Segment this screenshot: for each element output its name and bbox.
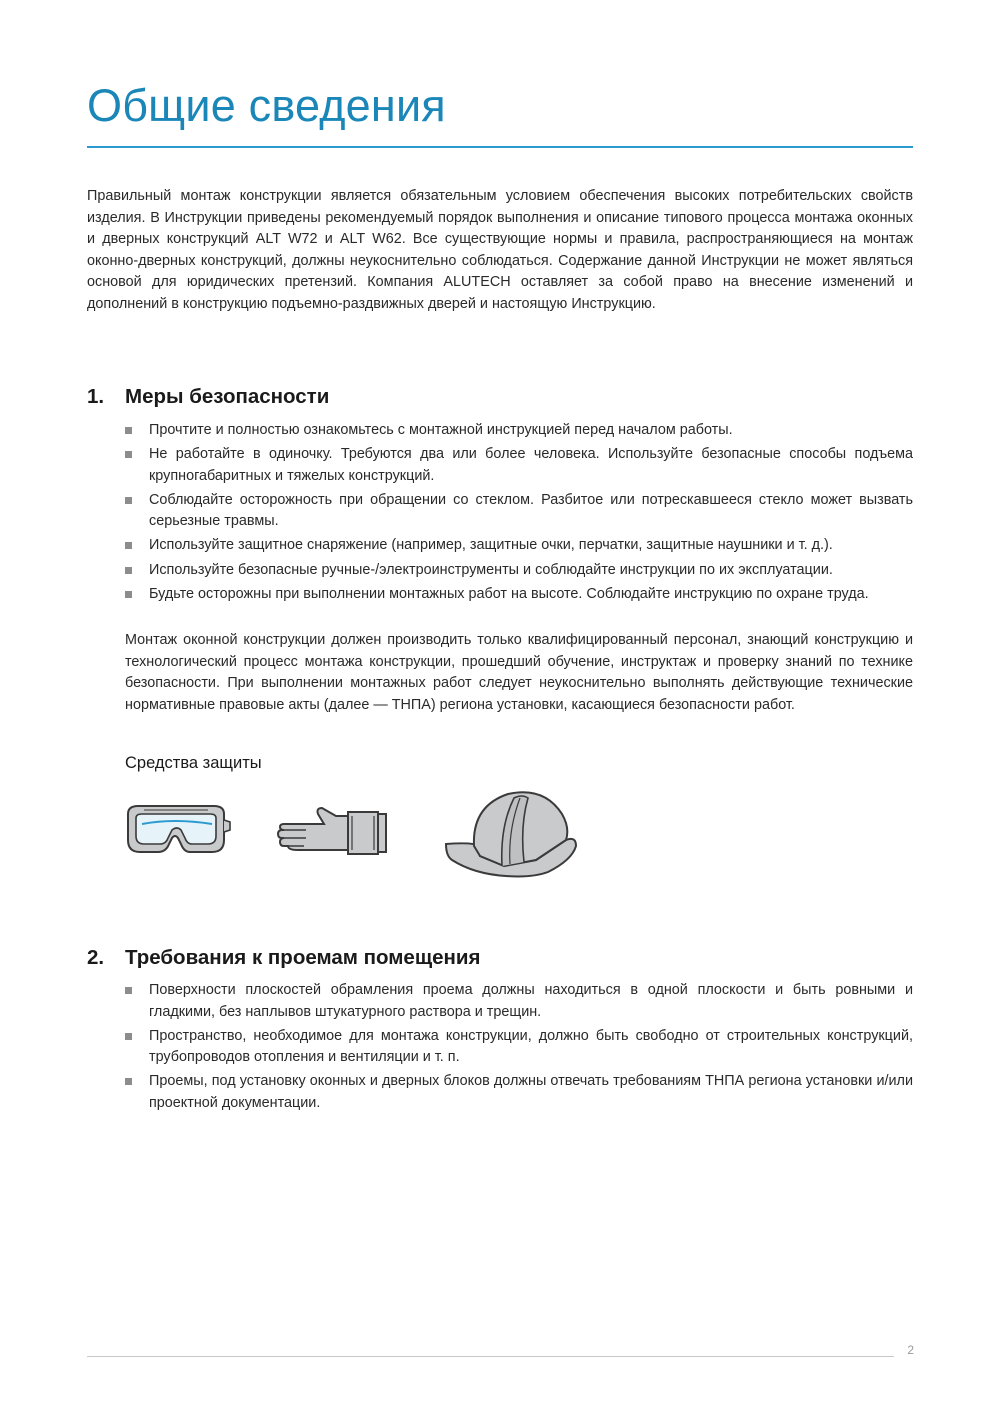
bullet-square-icon [125, 451, 132, 458]
section-2-heading [87, 946, 480, 970]
bullet-square-icon [125, 1033, 132, 1040]
list-item: Используйте защитное снаряжение (например, защитные очки, перчатки, защитные наушники и т. д.). [125, 535, 913, 557]
page-title: Общие сведения [87, 80, 446, 131]
list-item: Соблюдайте осторожность при обращении со стеклом. Разбитое или потрескавшееся стекло может вызвать серьезные травмы. [125, 490, 913, 533]
list-item: Будьте осторожны при выполнении монтажных работ на высоте. Соблюдайте инструкцию по охране труда. [125, 584, 913, 606]
safety-goggles-icon [124, 800, 232, 860]
bullet-square-icon [125, 987, 132, 994]
safety-rules-list [125, 420, 913, 608]
protection-subheading: Средства защиты [125, 754, 262, 772]
bullet-square-icon [125, 427, 132, 434]
section-1-title: Меры безопасности [125, 385, 330, 408]
bullet-square-icon [125, 497, 132, 504]
opening-requirements-list [125, 980, 913, 1117]
list-item: Поверхности плоскостей обрамления проема должны находиться в одной плоскости и быть ровными и гладкими, без наплывов штукатурного раствора и трещин. [125, 980, 913, 1023]
safety-paragraph: Монтаж оконной конструкции должен производить только квалифицированный персонал, знающий конструкцию и технологический процесс монтажа конструкции, прошедший обучение, инструктаж и проверку знаний по технике безопасности. При выполнении монтажных работ следует неукоснительно выполнять действующие технические нормативные правовые акты (далее — ТНПА) региона установки, касающиеся безопасности работ. [125, 632, 913, 713]
bullet-square-icon [125, 542, 132, 549]
section-2-title: Требования к проемам помещения [125, 946, 481, 969]
title-underline [87, 146, 913, 148]
list-item: Проемы, под установку оконных и дверных блоков должны отвечать требованиям ТНПА региона установки и/или проектной документации. [125, 1071, 913, 1114]
list-item: Пространство, необходимое для монтажа конструкции, должно быть свободно от строительных конструкций, трубопроводов отопления и вентиляции и т. п. [125, 1026, 913, 1069]
hard-hat-icon [444, 786, 580, 880]
bullet-square-icon [125, 567, 132, 574]
footer-divider [87, 1356, 894, 1357]
page-number: 2 [907, 1343, 914, 1357]
intro-paragraph: Правильный монтаж конструкции является обязательным условием обеспечения высоких потребительских свойств изделия. В Инструкции приведены рекомендуемый порядок выполнения и описание типового процесса монтажа оконных и дверных конструкций ALT W72 и ALT W62. Все существующие нормы и правила, распространяющиеся на монтаж оконно-дверных конструкций, должны неукоснительно соблюдаться. Содержание данной Инструкции не может являться основой для юридических претензий. Компания ALUTECH оставляет за собой право на внесение изменений и дополнений в конструкцию подъемно-раздвижных дверей и настоящую Инструкцию. [87, 188, 913, 312]
list-item: Используйте безопасные ручные-/электроинструменты и соблюдайте инструкции по их эксплуатации. [125, 560, 913, 582]
list-item: Прочтите и полностью ознакомьтесь с монтажной инструкцией перед началом работы. [125, 420, 913, 442]
section-1-number: 1. [87, 385, 105, 408]
bullet-square-icon [125, 591, 132, 598]
section-1-heading [87, 385, 329, 409]
section-2-number: 2. [87, 946, 105, 969]
bullet-square-icon [125, 1078, 132, 1085]
list-item: Не работайте в одиночку. Требуются два или более человека. Используйте безопасные способы подъема крупногабаритных и тяжелых конструкций. [125, 444, 913, 487]
work-glove-icon [276, 800, 390, 858]
